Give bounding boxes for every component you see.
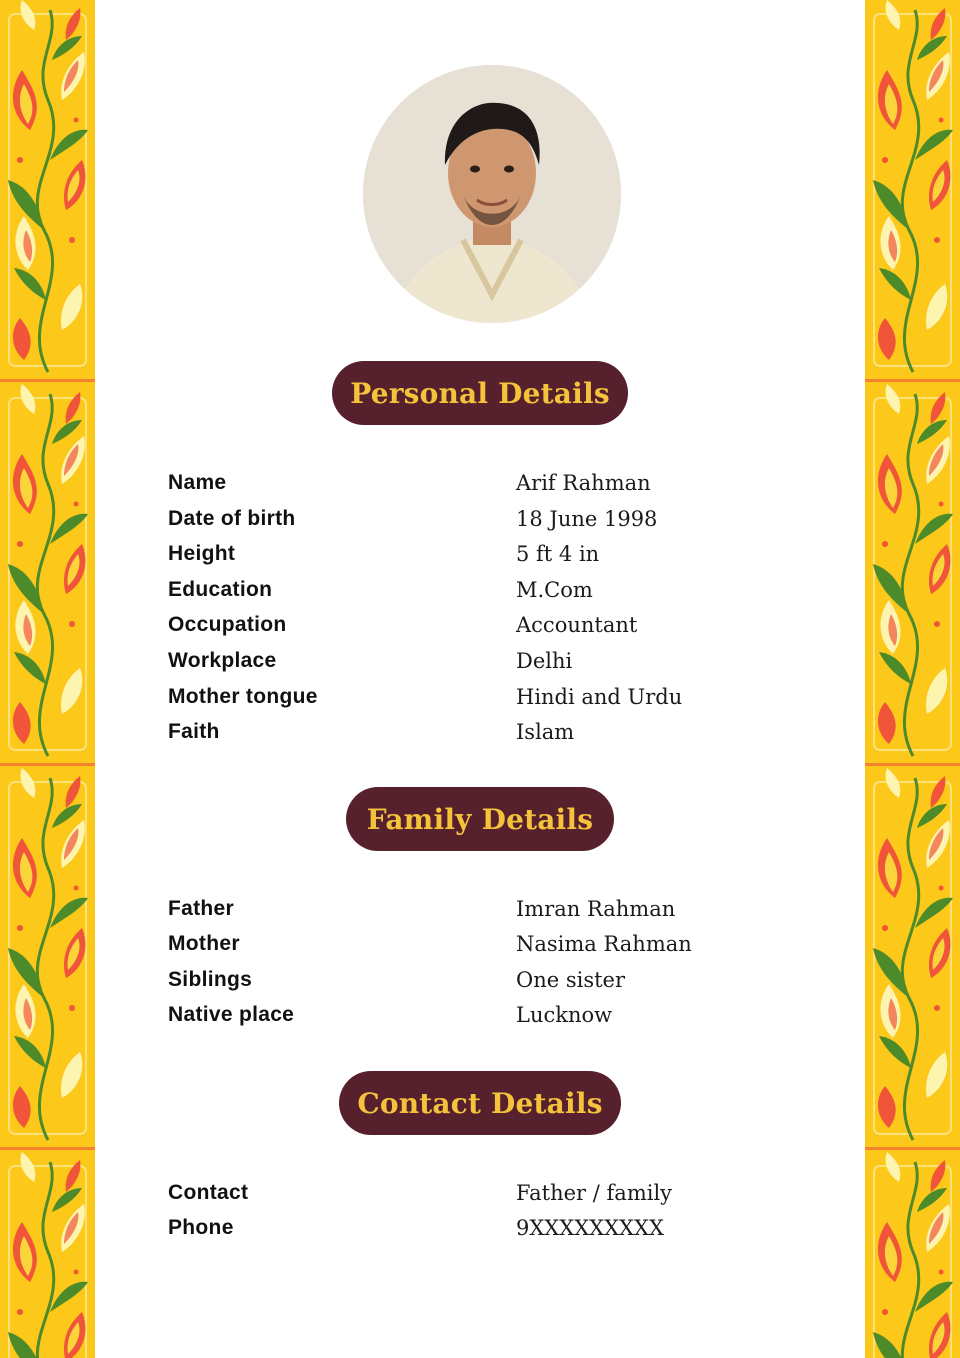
detail-row: [95, 649, 865, 683]
detail-row: [95, 613, 865, 647]
detail-row: [95, 1003, 865, 1037]
section-pill-contact: Contact Details: [339, 1071, 621, 1135]
detail-value: Hindi and Urdu: [516, 684, 683, 709]
detail-row: [95, 578, 865, 612]
detail-value: Delhi: [516, 649, 573, 673]
detail-row: [95, 1216, 865, 1250]
detail-label: Native place: [168, 1003, 295, 1027]
detail-row: [95, 968, 865, 1002]
detail-label: Mother tongue: [168, 684, 318, 708]
detail-value: Arif Rahman: [516, 471, 651, 495]
detail-value: One sister: [516, 967, 626, 992]
detail-row: [95, 1181, 865, 1215]
section-pill-personal: Personal Details: [332, 361, 628, 425]
detail-value: 5 ft 4 in: [516, 542, 600, 567]
biodata-page: [95, 0, 865, 1358]
detail-label: Date of birth: [168, 506, 296, 530]
detail-value: M.Com: [516, 577, 593, 602]
detail-row: [95, 507, 865, 541]
detail-label: Mother: [168, 932, 240, 956]
floral-pattern-icon: [0, 0, 95, 1358]
detail-label: Name: [168, 471, 227, 494]
detail-label: Father: [168, 897, 234, 920]
detail-value: Imran Rahman: [516, 897, 676, 921]
portrait-photo-icon: [363, 65, 621, 323]
detail-value: Nasima Rahman: [516, 932, 692, 957]
detail-value: 18 June 1998: [516, 506, 658, 531]
profile-photo: [363, 65, 621, 323]
section-pill-family: Family Details: [346, 787, 614, 851]
left-floral-border: [0, 0, 95, 1358]
detail-row: [95, 720, 865, 754]
detail-label: Workplace: [168, 649, 277, 672]
floral-pattern-icon: [865, 0, 960, 1358]
right-floral-border: [865, 0, 960, 1358]
detail-label: Phone: [168, 1216, 234, 1240]
detail-label: Occupation: [168, 613, 287, 637]
detail-label: Contact: [168, 1181, 249, 1204]
detail-label: Faith: [168, 720, 220, 744]
detail-value: Accountant: [516, 613, 638, 638]
detail-row: [95, 542, 865, 576]
detail-row: [95, 897, 865, 931]
detail-value: Lucknow: [516, 1003, 613, 1028]
detail-row: [95, 685, 865, 719]
detail-value: Islam: [516, 720, 575, 745]
detail-row: [95, 471, 865, 505]
detail-row: [95, 932, 865, 966]
detail-label: Height: [168, 542, 236, 566]
detail-value: Father / family: [516, 1181, 673, 1205]
detail-label: Siblings: [168, 967, 253, 991]
detail-value: 9XXXXXXXXX: [516, 1216, 664, 1241]
detail-label: Education: [168, 577, 273, 601]
